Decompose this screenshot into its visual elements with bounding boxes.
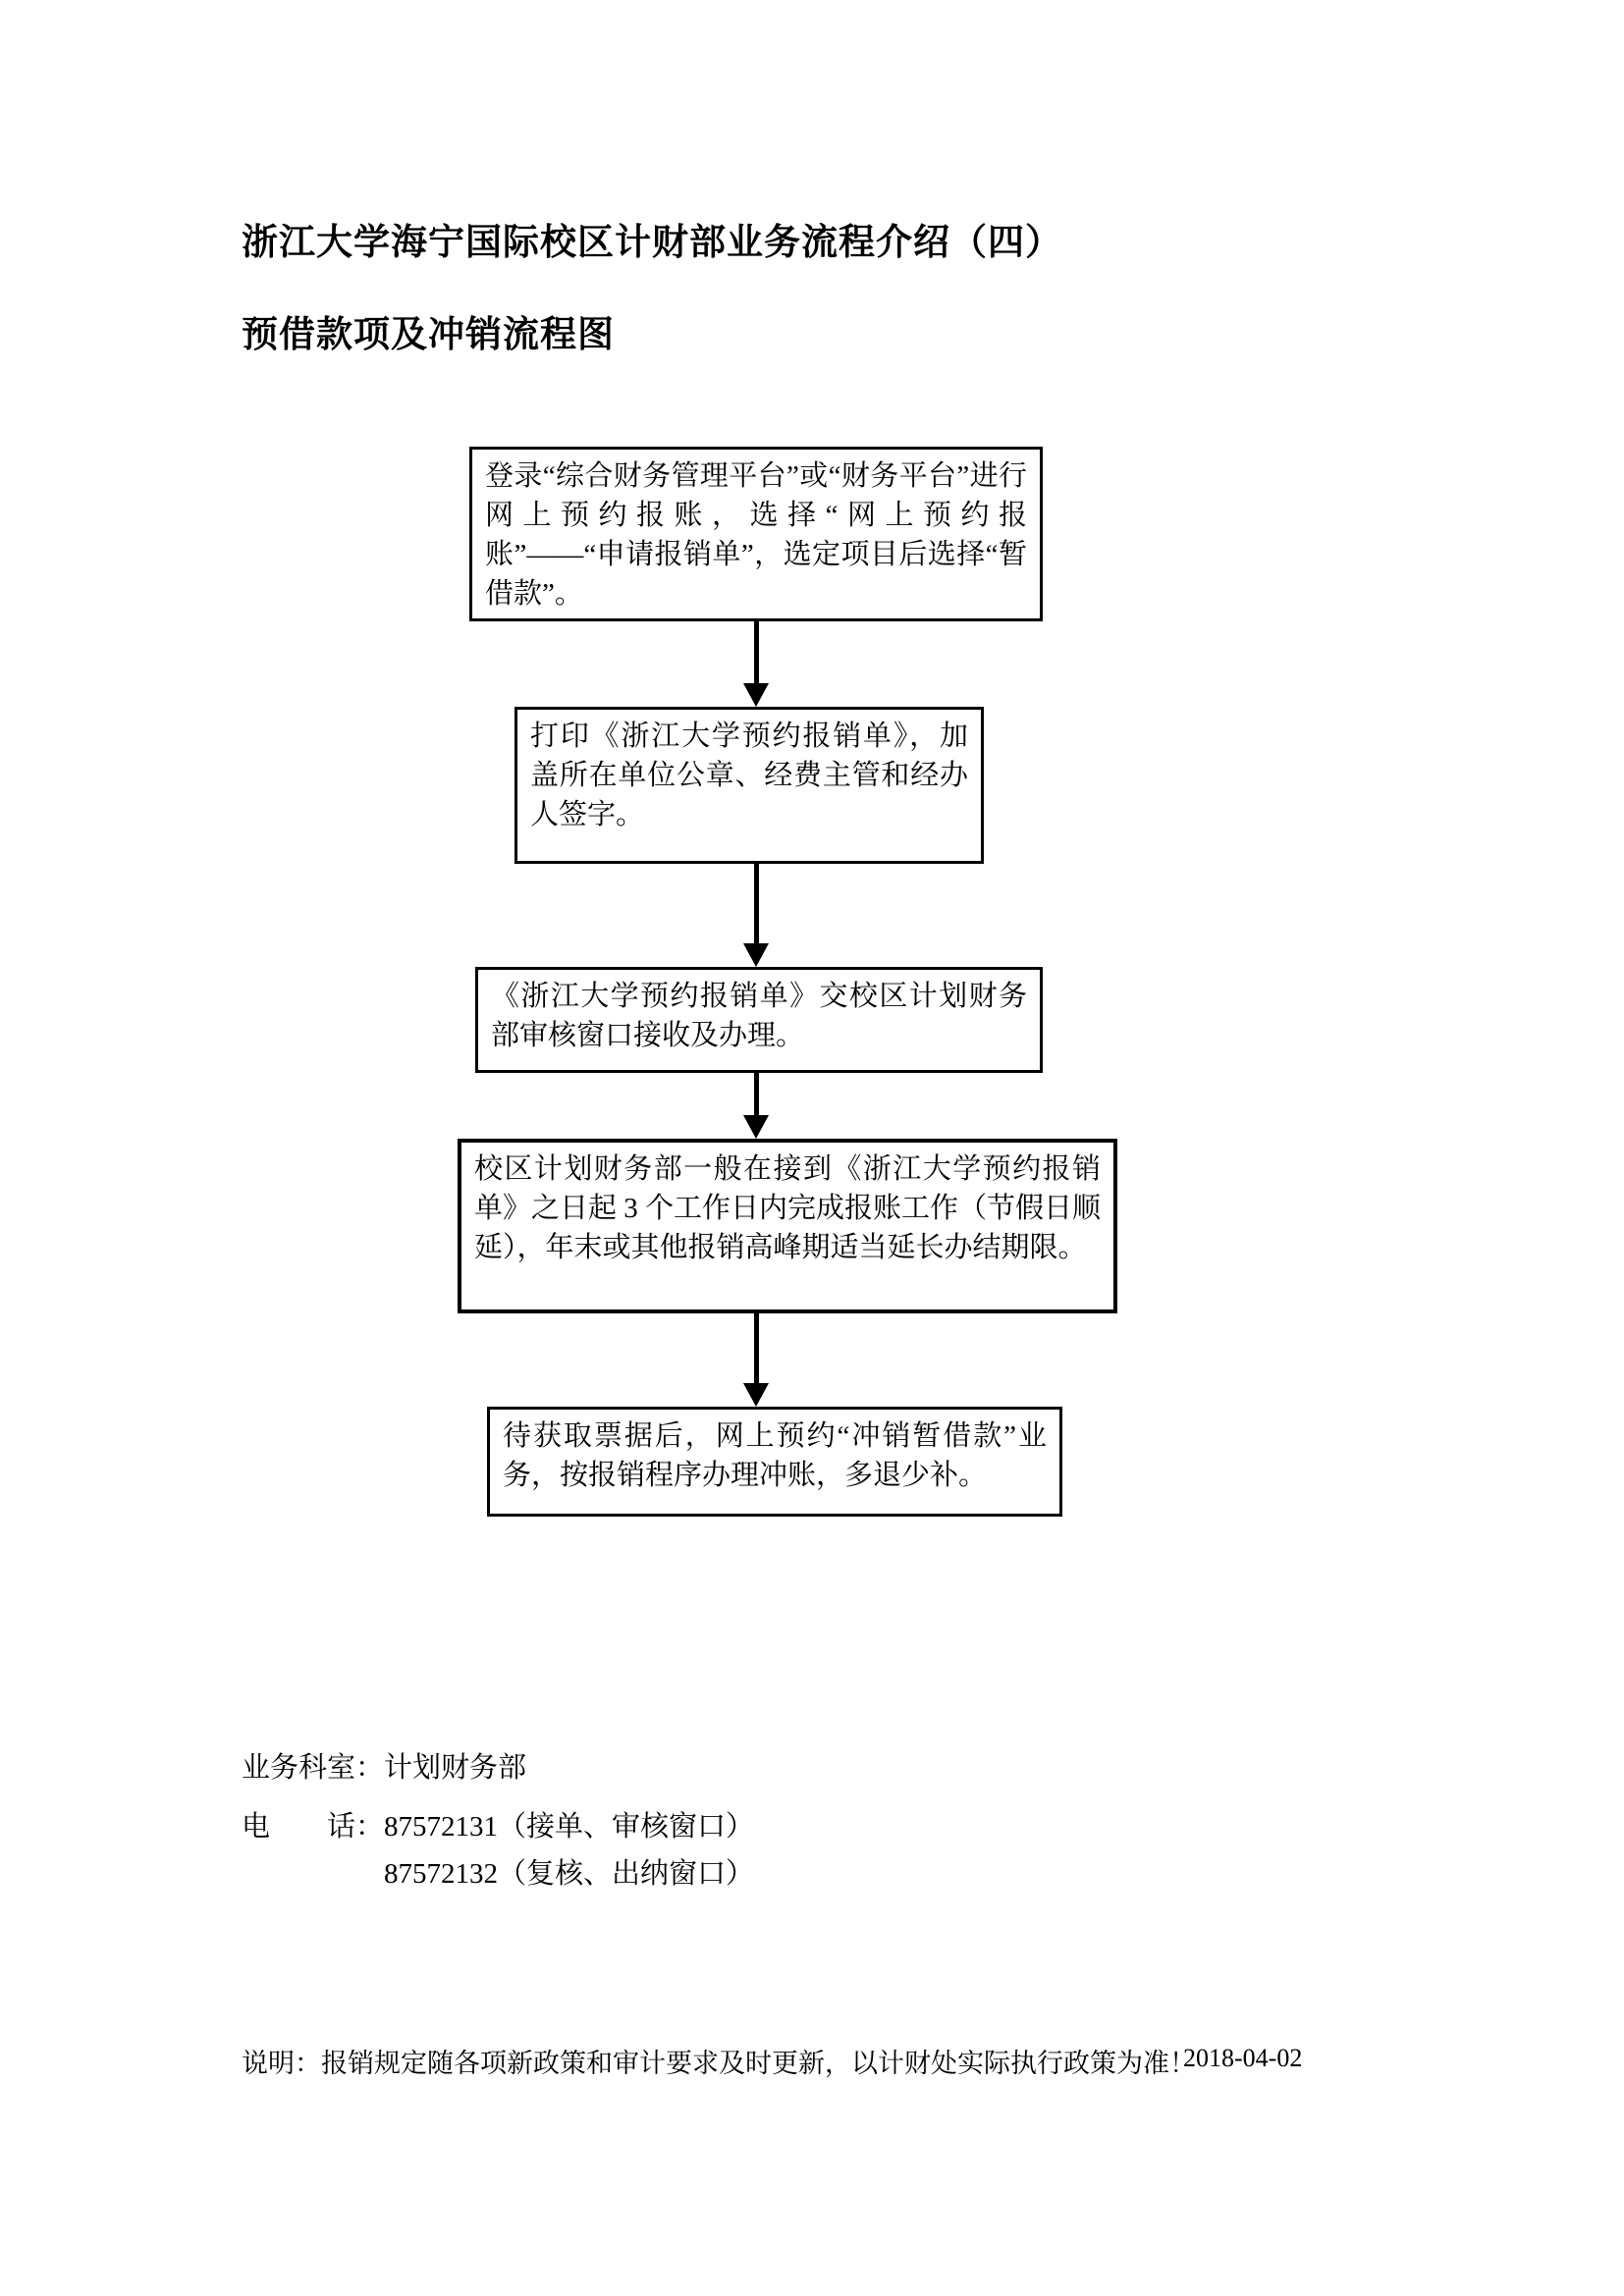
flow-step-1: 登录“综合财务管理平台”或“财务平台”进行网上预约报账，选择“网上预约报账”——“申请报销单”，选定项目后选择“暂借款”。 xyxy=(469,447,1043,621)
arrow-shaft xyxy=(754,1313,759,1383)
arrow-down-icon xyxy=(743,1115,769,1139)
flow-arrow xyxy=(743,1313,769,1407)
phone-number-1: 87572131（接单、审核窗口） xyxy=(384,1811,755,1842)
department-value: 计划财务部 xyxy=(384,1752,527,1784)
flow-step-4: 校区计划财务部一般在接到《浙江大学预约报销单》之日起 3 个工作日内完成报账工作（节假日顺延），年末或其他报销高峰期适当延长办结期限。 xyxy=(458,1139,1117,1313)
page-title: 浙江大学海宁国际校区计财部业务流程介绍（四） xyxy=(242,222,1062,262)
contact-phone-line-2 xyxy=(384,1851,754,1892)
phone-number-2: 87572132（复核、出纳窗口） xyxy=(384,1858,755,1890)
flow-arrow xyxy=(743,864,769,967)
footer-date: 2018-04-02 xyxy=(1183,2044,1303,2072)
arrow-down-icon xyxy=(743,1383,769,1407)
flow-step-5: 待获取票据后，网上预约“冲销暂借款”业务，按报销程序办理冲账，多退少补。 xyxy=(487,1407,1062,1517)
page-subtitle: 预借款项及冲销流程图 xyxy=(242,314,615,354)
flow-step-2: 打印《浙江大学预约报销单》，加盖所在单位公章、经费主管和经办人签字。 xyxy=(514,707,984,864)
contact-phone-line-1 xyxy=(242,1804,754,1844)
arrow-down-icon xyxy=(743,943,769,967)
arrow-shaft xyxy=(754,1073,759,1115)
phone-label: 电 话： xyxy=(242,1811,385,1842)
flow-step-3: 《浙江大学预约报销单》交校区计划财务部审核窗口接收及办理。 xyxy=(475,967,1043,1073)
footer-note: 说明：报销规定随各项新政策和审计要求及时更新，以计财处实际执行政策为准！ xyxy=(242,2049,1196,2078)
department-label: 业务科室： xyxy=(242,1752,385,1784)
arrow-shaft xyxy=(754,621,759,683)
contact-department-line xyxy=(242,1745,526,1786)
flow-arrow xyxy=(743,621,769,707)
flow-arrow xyxy=(743,1073,769,1139)
arrow-shaft xyxy=(754,864,759,943)
arrow-down-icon xyxy=(743,683,769,707)
